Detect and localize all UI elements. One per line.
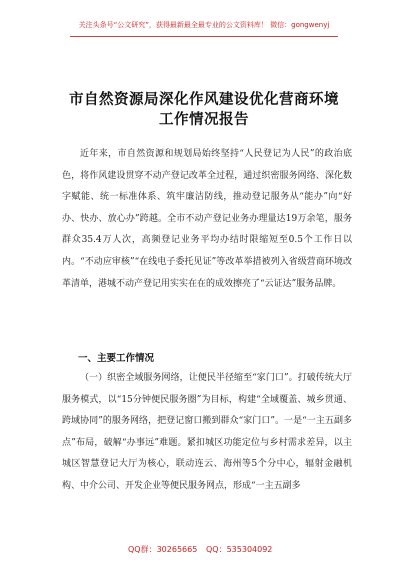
footer-qq-group: QQ群：30265665 [128,545,198,554]
document-title-line-1: 市自然资源局深化作风建设优化营商环境 [69,91,339,108]
intro-paragraph: 近年来，市自然资源和规划局始终坚持“人民登记为人民”的政治底色，将作风建设贯穿不动产登记改革全过程，通过织密服务网络、深化数字赋能、统一标准体系、筑牢廉洁防线，推动登记服务从“能办”向“好办、快办、放心办”跨越。全市不动产登记业务办理量达19万余笔，服务群众35.4万人次，高频登记业务平均办结时限缩短至0.5个工作日以内。“不动应审核”“在线电子委托见证”等改革举措被列入省级营商环境改革清单，港城不动产登记用实实在在的成效擦亮了“云证达”服务品牌。 [62,149,352,289]
footer-qq-number: QQ：535304092 [206,545,273,554]
header-banner: 关注头条号“公文研究”，获得最新最全最专业的公文资料库！ 微信：gongwenyj [78,21,330,29]
document-title-line-2: 工作情况报告 [159,111,249,128]
header-divider [70,36,338,37]
section-paragraph: （一）织密全域服务网络，让便民半径缩至“家门口”。打破传统大厅服务模式，以“15分钟便民服务圈”为目标，构建“全域覆盖、城乡贯通、跨域协同”的服务网络，把登记窗口搬到群众“家门口”。一是“一主五副多点”布局，破解“办事远”难题。紧扣城区功能定位与乡村需求差异，以主城区智慧登记大厅为核心，联动连云、海州等5个分中心，辐射金融机构、中介公司、开发企业等便民服务网点，形成“一主五副多 [62,373,352,491]
section-heading: 一、主要工作情况 [78,353,155,364]
